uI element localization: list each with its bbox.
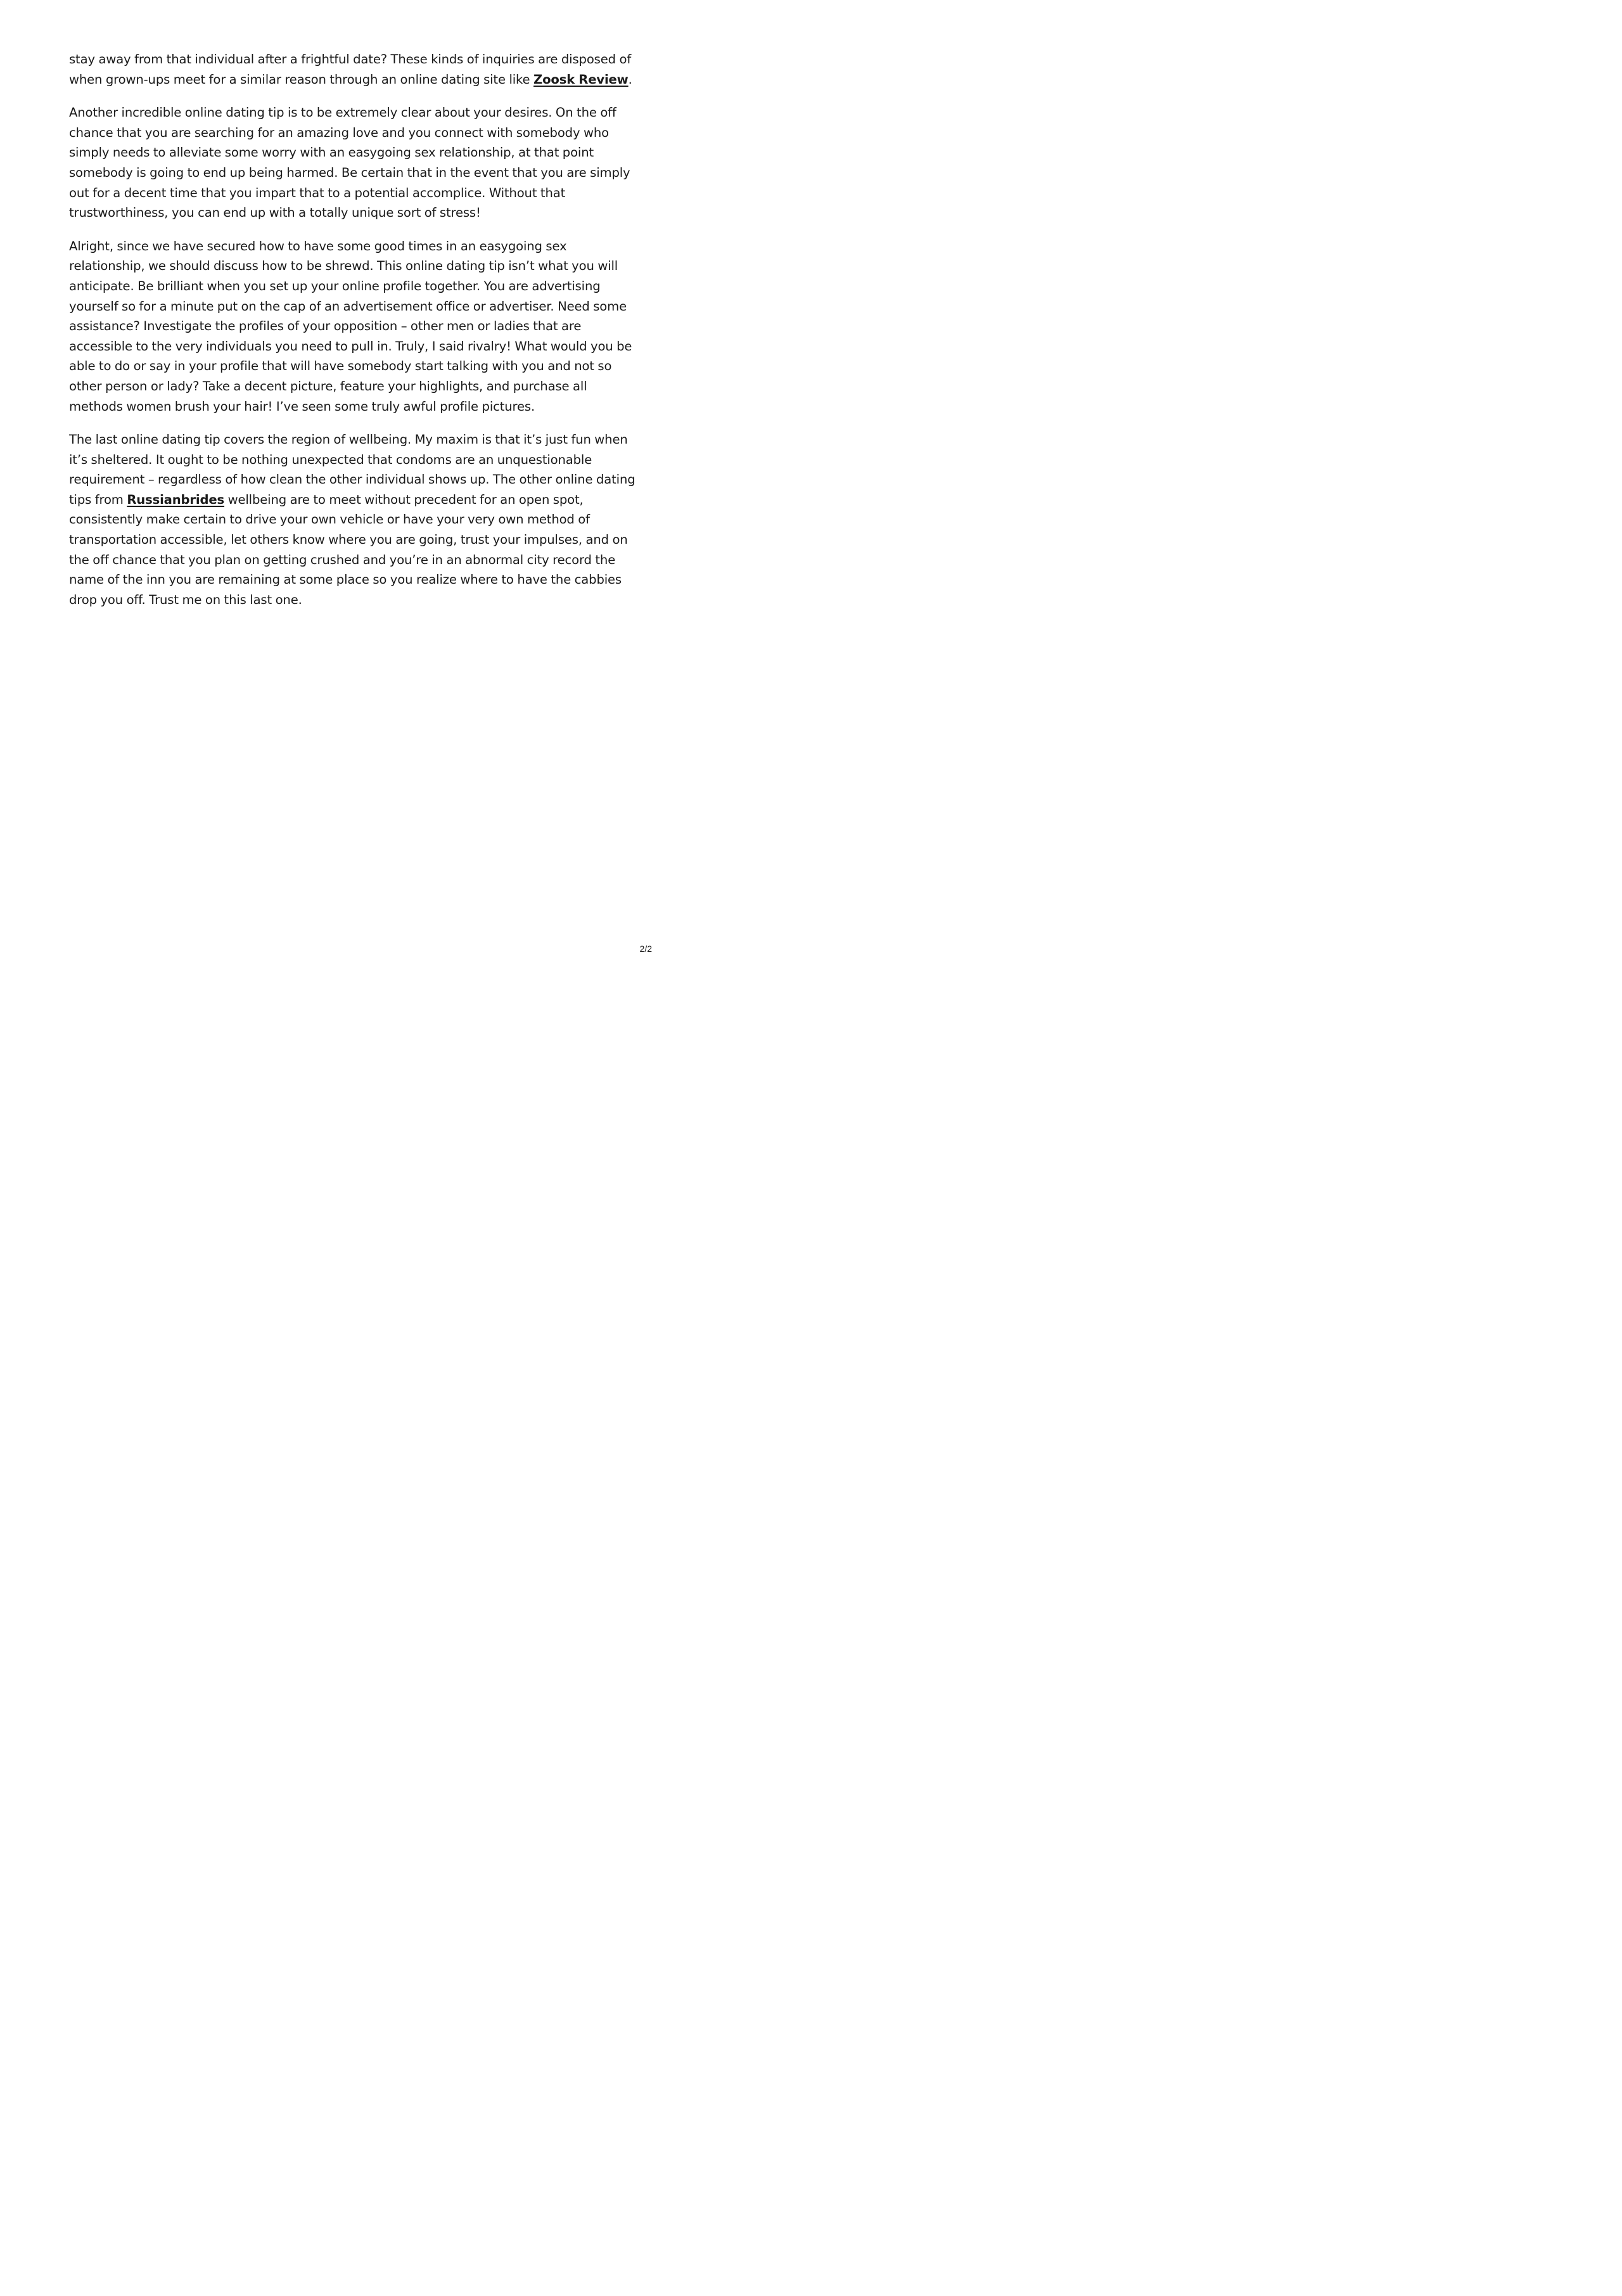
page-number: 2/2: [639, 944, 652, 954]
russianbrides-link[interactable]: Russianbrides: [127, 492, 225, 507]
paragraph-1-text-end: .: [628, 72, 632, 87]
paragraph-4-text-start: The last online dating tip covers the region of wellbeing. My maxim is that it’s just fun when it’s sheltered. It ought to be nothing unexpected that condoms are an unquestionable requirement – regardless of how clean the other individual shows up. The other online dating tips from: [69, 432, 635, 507]
paragraph-1: [69, 49, 639, 89]
paragraph-3: Alright, since we have secured how to have some good times in an easygoing sex relationship, we should discuss how to be shrewd. This online dating tip isn’t what you will anticipate. Be brilliant when you set up your online profile together. You are advertising yourself so for a minute put on the cap of an advertisement office or advertiser. Need some assistance? Investigate the profiles of your opposition – other men or ladies that are accessible to the very individuals you need to pull in. Truly, I said rivalry! What would you be able to do or say in your profile that will have somebody start talking with you and not so other person or lady? Take a decent picture, feature your highlights, and purchase all methods women brush your hair! I’ve seen some truly awful profile pictures.: [69, 238, 632, 414]
paragraph-4: [69, 430, 639, 610]
zoosk-review-link[interactable]: Zoosk Review: [533, 72, 629, 87]
paragraph-4-text-end: wellbeing are to meet without precedent for an open spot, consistently make certain to drive your own vehicle or have your very own method of transportation accessible, let others know where you are going, trust your impulses, and on the off chance that you plan on getting crushed and you’re in an abnormal city record the name of the inn you are remaining at some place so you realize where to have the cabbies drop you off. Trust me on this last one.: [69, 492, 628, 607]
paragraph-1-text-start: stay away from that individual after a frightful date? These kinds of inquiries are disposed of when grown-ups meet for a similar reason through an online dating site like: [69, 52, 632, 87]
paragraph-2: Another incredible online dating tip is to be extremely clear about your desires. On the off chance that you are searching for an amazing love and you connect with somebody who simply needs to alleviate some worry with an easygoing sex relationship, at that point somebody is going to end up being harmed. Be certain that in the event that you are simply out for a decent time that you impart that to a potential accomplice. Without that trustworthiness, you can end up with a totally unique sort of stress!: [69, 105, 630, 221]
document-body: [69, 49, 639, 623]
